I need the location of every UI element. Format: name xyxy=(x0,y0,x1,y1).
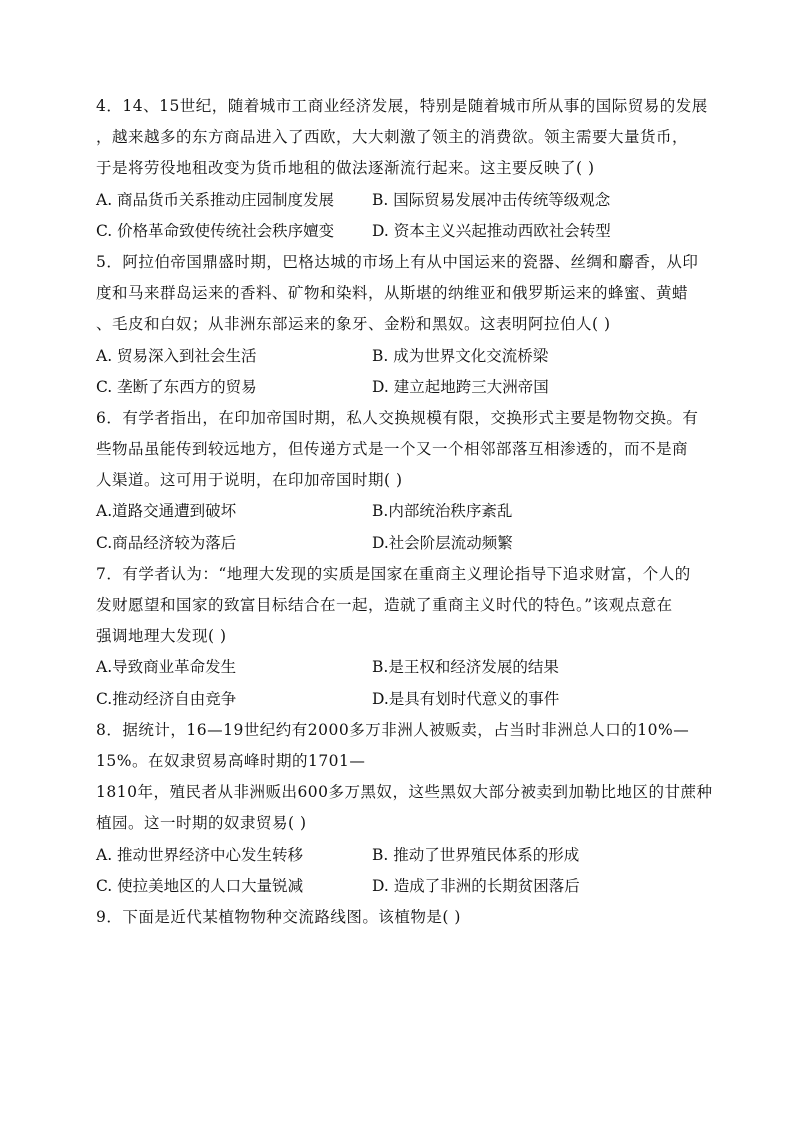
option-c: C.推动经济自由竞争 xyxy=(96,689,237,708)
question-8-options-row xyxy=(96,871,700,902)
option-c: C. 使拉美地区的人口大量锐减 xyxy=(96,876,304,895)
option-c: C. 价格革命致使传统社会秩序嬗变 xyxy=(96,221,335,240)
option-b: B. 国际贸易发展冲击传统等级观念 xyxy=(372,190,611,209)
option-d: D. 造成了非洲的长期贫困落后 xyxy=(372,876,580,895)
question-4-options-row xyxy=(96,185,700,216)
question-4 xyxy=(96,91,708,247)
question-8 xyxy=(96,715,713,902)
question-4-stem-line: ，越来越多的东方商品进入了西欧，大大刺激了领主的消费欲。领主需要大量货币， xyxy=(96,128,689,147)
option-c: C.商品经济较为落后 xyxy=(96,533,237,552)
question-8-stem-line: 8．据统计，16—19世纪约有2000多万非洲人被贩卖，占当时非洲总人口的10%— xyxy=(96,720,690,739)
option-a: A. 商品货币关系推动庄园制度发展 xyxy=(96,190,335,209)
question-7-options-row xyxy=(96,652,700,683)
option-d: D. 资本主义兴起推动西欧社会转型 xyxy=(372,221,611,240)
option-a: A.道路交通遭到破坏 xyxy=(96,502,237,521)
option-d: D.社会阶层流动频繁 xyxy=(372,533,513,552)
question-9-stem-line: 9．下面是近代某植物物种交流路线图。该植物是( ) xyxy=(96,907,461,926)
question-6-options-row xyxy=(96,496,700,527)
question-8-stem-line: 植园。这一时期的奴隶贸易( ) xyxy=(96,814,307,833)
option-a: A. 推动世界经济中心发生转移 xyxy=(96,845,304,864)
question-8-options-row xyxy=(96,840,700,871)
question-6-options-row xyxy=(96,528,700,559)
question-7-stem-line: 7．有学者认为：“地理大发现的实质是国家在重商主义理论指导下追求财富，个人的 xyxy=(96,564,691,583)
question-6-stem-line: 人渠道。这可用于说明，在印加帝国时期( ) xyxy=(96,471,403,490)
question-7-stem-line: 发财愿望和国家的致富目标结合在一起，造就了重商主义时代的特色。”该观点意在 xyxy=(96,596,673,614)
option-a: A. 贸易深入到社会生活 xyxy=(96,346,257,365)
exam-page xyxy=(96,91,713,933)
option-c: C. 垄断了东西方的贸易 xyxy=(96,377,257,396)
question-6-stem-line: 6．有学者指出，在印加帝国时期，私人交换规模有限，交换形式主要是物物交换。有 xyxy=(96,408,699,427)
question-9 xyxy=(96,902,700,933)
option-b: B. 成为世界文化交流桥梁 xyxy=(372,346,549,365)
question-5 xyxy=(96,247,700,403)
question-4-options-row xyxy=(96,216,700,247)
question-5-stem-line: 度和马来群岛运来的香料、矿物和染料，从斯堪的纳维亚和俄罗斯运来的蜂蜜、黄蜡 xyxy=(96,284,689,303)
question-5-options-row xyxy=(96,341,700,372)
question-4-stem-line: 于是将劳役地租改变为货币地租的做法逐渐流行起来。这主要反映了( ) xyxy=(96,159,595,178)
question-5-options-row xyxy=(96,372,700,403)
option-b: B.内部统治秩序紊乱 xyxy=(372,502,513,521)
question-6 xyxy=(96,403,700,559)
question-6-stem-line: 些物品虽能传到较远地方，但传递方式是一个又一个相邻部落互相渗透的，而不是商 xyxy=(96,440,689,459)
question-8-stem-line: 15%。在奴隶贸易高峰时期的1701— xyxy=(96,751,366,770)
option-d: D.是具有划时代意义的事件 xyxy=(372,689,560,708)
question-8-stem-line: 1810年，殖民者从非洲贩出600多万黑奴，这些黑奴大部分被卖到加勒比地区的甘蔗种 xyxy=(96,783,713,802)
question-4-stem-line: 4．14、15世纪，随着城市工商业经济发展，特别是随着城市所从事的国际贸易的发展 xyxy=(96,97,708,115)
question-5-stem-line: 5．阿拉伯帝国鼎盛时期，巴格达城的市场上有从中国运来的瓷器、丝绸和麝香，从印 xyxy=(96,252,699,271)
question-7 xyxy=(96,559,700,715)
option-a: A.导致商业革命发生 xyxy=(96,658,237,677)
option-d: D. 建立起地跨三大洲帝国 xyxy=(372,377,549,396)
question-7-stem-line: 强调地理大发现( ) xyxy=(96,627,227,646)
question-5-stem-line: 、毛皮和白奴；从非洲东部运来的象牙、金粉和黑奴。这表明阿拉伯人( ) xyxy=(96,315,611,334)
option-b: B. 推动了世界殖民体系的形成 xyxy=(372,845,580,864)
option-b: B.是王权和经济发展的结果 xyxy=(372,658,559,677)
question-7-options-row xyxy=(96,684,700,715)
